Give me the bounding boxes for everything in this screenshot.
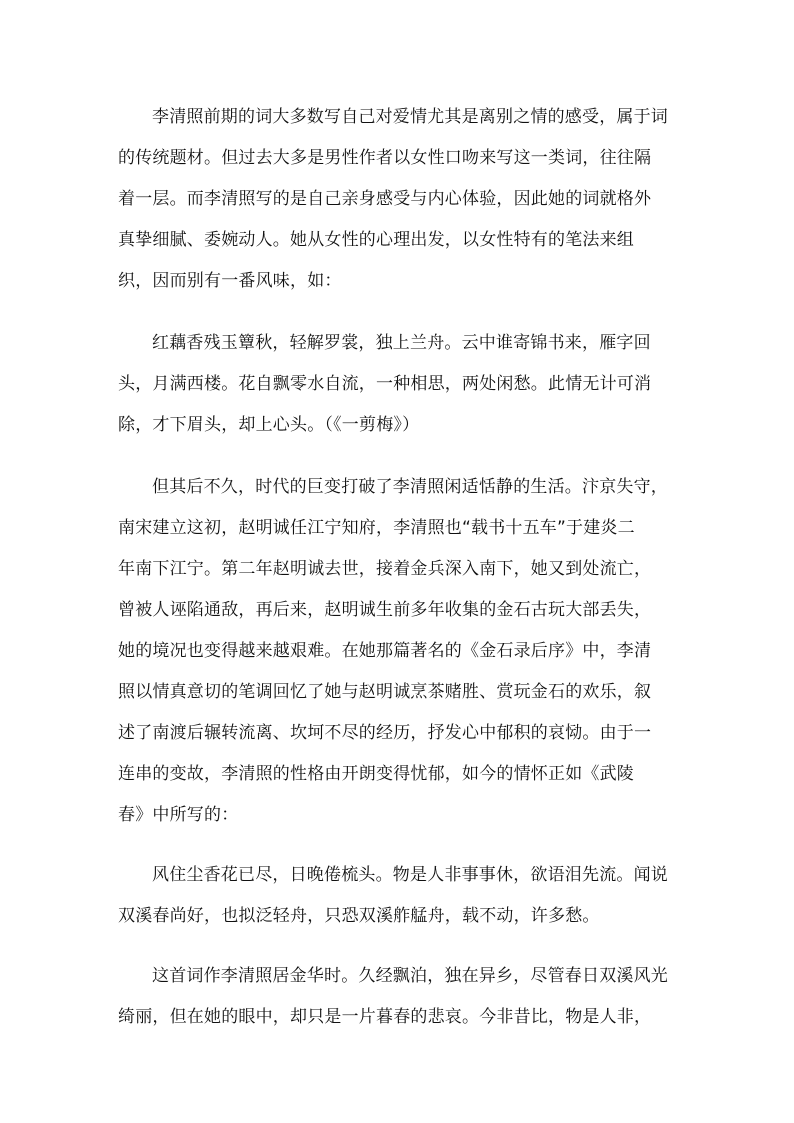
text-line: 双溪春尚好，也拟泛轻舟，只恐双溪舴艋舟，载不动，许多愁。 <box>118 906 600 926</box>
text-line: 曾被人诬陷通敌，再后来，赵明诚生前多年收集的金石古玩大部丢失， <box>118 600 652 620</box>
text-line: 李清照前期的词大多数写自己对爱情尤其是离别之情的感受，属于词 <box>152 107 668 127</box>
text-line: 织，因而别有一番风味，如： <box>118 271 342 291</box>
text-line: 年南下江宁。第二年赵明诚去世，接着金兵深入南下，她又到处流亡， <box>118 559 652 579</box>
text-line: 除，才下眉头，却上心头。（《一剪梅》） <box>118 415 420 435</box>
text-line: 南宋建立这初，赵明诚任江宁知府，李清照也“载书十五车”于建炎二 <box>118 518 635 538</box>
text-line: 着一层。而李清照写的是自己亲身感受与内心体验，因此她的词就格外 <box>118 189 652 209</box>
text-line: 风住尘香花已尽，日晚倦梳头。物是人非事事休，欲语泪先流。闻说 <box>152 865 668 885</box>
text-line: 春》中所写的： <box>118 805 239 825</box>
text-line: 红藕香残玉簟秋，轻解罗裳，独上兰舟。云中谁寄锦书来，雁字回 <box>152 333 651 353</box>
text-line: 照以情真意切的笔调回忆了她与赵明诚烹茶赌胜、赏玩金石的欢乐，叙 <box>118 682 652 702</box>
text-line: 连串的变故，李清照的性格由开朗变得忧郁，如今的情怀正如《武陵 <box>118 764 634 784</box>
text-line: 绮丽，但在她的眼中，却只是一片暮春的悲哀。今非昔比，物是人非， <box>118 1007 652 1027</box>
text-line: 真挚细腻、委婉动人。她从女性的心理出发，以女性特有的笔法来组 <box>118 230 634 250</box>
text-line: 这首词作李清照居金华时。久经飘泊，独在异乡，尽管春日双溪风光 <box>152 966 668 986</box>
text-line: 述了南渡后辗转流离、坎坷不尽的经历，抒发心中郁积的哀恸。由于一 <box>118 723 652 743</box>
text-line: 头，月满西楼。花自飘零水自流，一种相思，两处闲愁。此情无计可消 <box>118 374 652 394</box>
text-line: 但其后不久，时代的巨变打破了李清照闲适恬静的生活。汴京失守， <box>152 477 668 497</box>
text-line: 她的境况也变得越来越艰难。在她那篇著名的《金石录后序》中，李清 <box>118 641 652 661</box>
text-line: 的传统题材。但过去大多是男性作者以女性口吻来写这一类词，往往隔 <box>118 148 652 168</box>
